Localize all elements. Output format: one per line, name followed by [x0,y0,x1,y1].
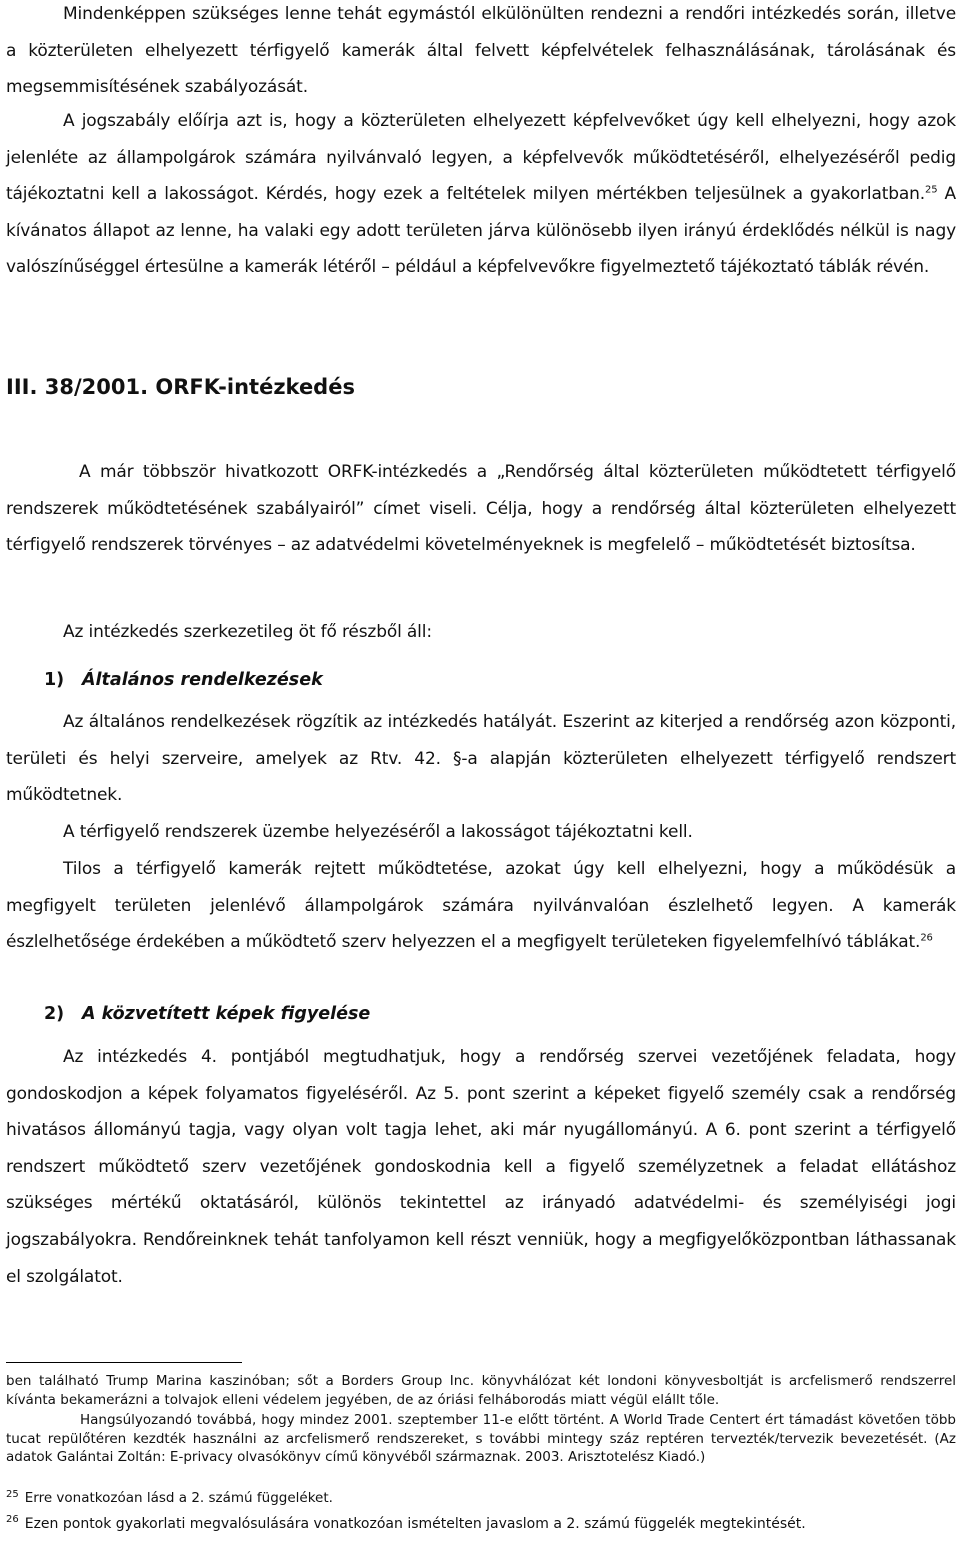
footnote-ref-25[interactable]: 25 [925,184,938,196]
footnote-number: 25 [6,1488,19,1500]
footnote-ref-26[interactable]: 26 [920,932,933,944]
paragraph-text: Tilos a térfigyelő kamerák rejtett működtetése, azokat úgy kell elhelyezni, hogy a működésük a megfigyelt területen jelenlévő állampolgárok számára nyilvánvalóan észlelhető legyen. A kamerák észlelhetősége érdekében a működtető szerv helyezzen el a megfigyelt területeken figyelemfelhívó táblákat. [6,859,956,953]
subsection-number: 2) [44,1004,65,1024]
paragraph-general-provisions: Az általános rendelkezések rögzítik az intézkedés hatályát. Eszerint az kiterjed a rendőrség azon központi, területi és helyi szerveire, amelyek az Rtv. 42. §-a alapján közterületen elhelyezett térfigyelő rendszert működtetnek. [6,712,956,806]
paragraph-intro: Mindenképpen szükséges lenne tehát egymástól elkülönülten rendezni a rendőri intézkedés során, illetve a közterületen elhelyezett térfigyelő kamerák által felvett képfelvételek felhasználásának, tárolásának és megsemmisítésének szabályozását. [6,4,956,98]
paragraph-structure: Az intézkedés szerkezetileg öt fő részből áll: [63,622,432,642]
footnote-text: Ezen pontok gyakorlati megvalósulására vonatkozóan ismételten javaslom a 2. számú függelék megtekintését. [24,1516,806,1532]
footnote-number: 26 [6,1514,19,1526]
section-heading: III. 38/2001. ORFK-intézkedés [6,375,355,399]
paragraph-information: A térfigyelő rendszerek üzembe helyezéséről a lakosságot tájékoztatni kell. [63,822,693,842]
subsection-title: Általános rendelkezések [82,670,323,690]
subsection-number: 1) [44,670,65,690]
footnote-continuation: ben található Trump Marina kaszinóban; sőt a Borders Group Inc. könyvhálózat két londoni könyvesboltját is arcfelismerő rendszerrel kívánta bekamerázni a tolvajok elleni védelem jegyében, de az óriási felháborodás miatt végül elállt tőle. [6,1373,956,1408]
footnote-continuation-2: Hangsúlyozandó továbbá, hogy mindez 2001. szeptember 11-e előtt történt. A World Trade Centert ért támadást követően több tucat repülőtéren kezdték használni az arcfelismerő rendszereket, s további mintegy száz reptéren tervezték/tervezik bevezetését. (Az adatok Galántai Zoltán: E-privacy olvasókönyv című könyvéből származnak. 2003. Arisztotelész Kiadó.) [6,1412,956,1466]
paragraph-orfk-title: A már többször hivatkozott ORFK-intézkedés a „Rendőrség által közterületen működtetett térfigyelő rendszerek működtetésének szabályairól” címet viseli. Célja, hogy a rendőrség által közterületen elhelyezett térfigyelő rendszerek törvényes – az adatvédelmi követelményeknek is megfelelő – működtetését biztosítsa. [6,462,956,556]
footnote-25 [6,1489,956,1508]
subsection-heading-2 [44,999,370,1029]
subsection-title: A közvetített képek figyelése [82,1004,371,1024]
subsection-heading-1 [44,665,323,695]
paragraph-legal-requirement [6,103,956,286]
footnote-26 [6,1515,956,1534]
paragraph-hidden-cameras [6,851,956,961]
paragraph-text: A jogszabály előírja azt is, hogy a közterületen elhelyezett képfelvevőket úgy kell elhelyezni, hogy azok jelenléte az állampolgárok számára nyilvánvaló legyen, a képfelvevők működtetéséről, elhelyezéséről pedig tájékoztatni kell a lakosságot. Kérdés, hogy ezek a feltételek milyen mértékben teljesülnek a gyakorlatban. [6,111,956,205]
paragraph-text-continued: A kívánatos állapot az lenne, ha valaki egy adott területen járva különösebb ilyen irányú érdeklődés nélkül is nagy valószínűséggel értesülne a kamerák létéről – például a képfelvevőkre figyelmeztető tájékoztató táblák révén. [6,184,956,278]
paragraph-monitoring: Az intézkedés 4. pontjából megtudhatjuk, hogy a rendőrség szervei vezetőjének feladata, hogy gondoskodjon a képek folyamatos figyeléséről. Az 5. pont szerint a képeket figyelő személy csak a rendőrség hivatásos állományú tagja, vagy olyan volt tagja lehet, aki már nyugállományú. A 6. pont szerint a térfigyelő rendszert működtető szerv vezetőjének gondoskodnia kell a figyelő személyzetnek a feladat ellátáshoz szükséges mértékű oktatásáról, különös tekintettel az irányadó adatvédelmi- és személyiségi jogi jogszabályokra. Rendőreinknek tehát tanfolyamon kell részt venniük, hogy a megfigyelőközpontban láthassanak el szolgálatot. [6,1047,956,1287]
footnote-text: Erre vonatkozóan lásd a 2. számú függeléket. [24,1490,333,1506]
footnote-separator [6,1362,242,1363]
